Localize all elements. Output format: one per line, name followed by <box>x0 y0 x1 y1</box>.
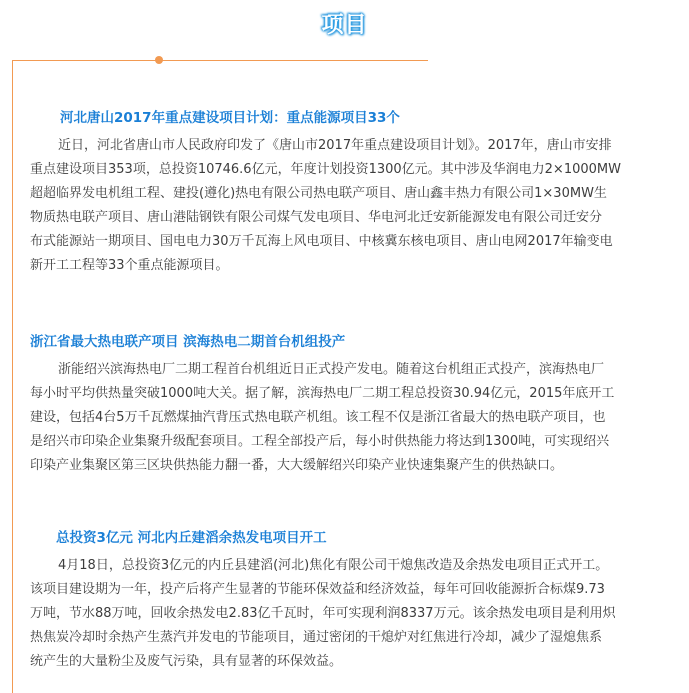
body-line: 热焦炭冷却时余热产生蒸汽并发电的节能项目，通过密闭的干熄炉对红焦进行冷却，减少了湿熄焦系 <box>30 630 603 645</box>
frame-top-border-left <box>12 60 160 61</box>
body-line: 重点建设项目353项，总投资10746.6亿元，年度计划投资1300亿元。其中涉及华润电力2×1000MW <box>30 162 621 177</box>
frame-left-border <box>12 60 13 693</box>
article-hebei-tangshan <box>30 108 660 278</box>
body-line: 4月18日，总投资3亿元的内丘县建滔(河北)焦化有限公司干熄焦改造及余热发电项目正式开工。 <box>58 558 609 573</box>
body-line: 浙能绍兴滨海热电厂二期工程首台机组近日正式投产发电。随着这台机组正式投产，滨海热电厂 <box>58 362 605 377</box>
article-body <box>30 134 660 278</box>
section-heading: 项目 <box>321 13 368 38</box>
body-line: 印染产业集聚区第三区块供热能力翻一番，大大缓解绍兴印染产业快速集聚产生的供热缺口。 <box>30 458 564 473</box>
article-body <box>30 554 660 674</box>
body-line: 是绍兴市印染企业集聚升级配套项目。工程全部投产后，每小时供热能力将达到1300吨，可实现绍兴 <box>30 434 610 449</box>
body-line: 物质热电联产项目、唐山港陆钢铁有限公司煤气发电项目、华电河北迁安新能源发电有限公司迁安分 <box>30 210 603 225</box>
article-title: 河北唐山2017年重点建设项目计划：重点能源项目33个 <box>60 110 400 126</box>
body-line: 建设，包括4台5万千瓦燃煤抽汽背压式热电联产机组。该工程不仅是浙江省最大的热电联产项目，也 <box>30 410 606 425</box>
frame-top-border-right <box>162 60 428 61</box>
article-title: 浙江省最大热电联产项目 滨海热电二期首台机组投产 <box>30 334 346 350</box>
article-zhejiang-binhai <box>30 332 660 478</box>
body-line: 近日，河北省唐山市人民政府印发了《唐山市2017年重点建设项目计划》。2017年，唐山市安排 <box>58 138 612 153</box>
body-line: 统产生的大量粉尘及废气污染，具有显著的环保效益。 <box>30 654 343 669</box>
article-hebei-neiqiu <box>30 528 660 674</box>
body-line: 布式能源站一期项目、国电电力30万千瓦海上风电项目、中核冀东核电项目、唐山电网2017年输变电 <box>30 234 613 249</box>
article-title: 总投资3亿元 河北内丘建滔余热发电项目开工 <box>56 530 327 546</box>
body-line: 新开工工程等33个重点能源项目。 <box>30 258 229 273</box>
body-line: 超超临界发电机组工程、建投(遵化)热电有限公司热电联产项目、唐山鑫丰热力有限公司1×30MW生 <box>30 186 607 201</box>
article-body <box>30 358 660 478</box>
body-line: 该项目建设期为一年，投产后将产生显著的节能环保效益和经济效益，每年可回收能源折合标煤9.73 <box>30 582 605 597</box>
body-line: 万吨，节水88万吨，回收余热发电2.83亿千瓦时，年可实现利润8337万元。该余热发电项目是利用炽 <box>30 606 616 621</box>
body-line: 每小时平均供热量突破1000吨大关。据了解，滨海热电厂二期工程总投资30.94亿元，2015年底开工 <box>30 386 615 401</box>
